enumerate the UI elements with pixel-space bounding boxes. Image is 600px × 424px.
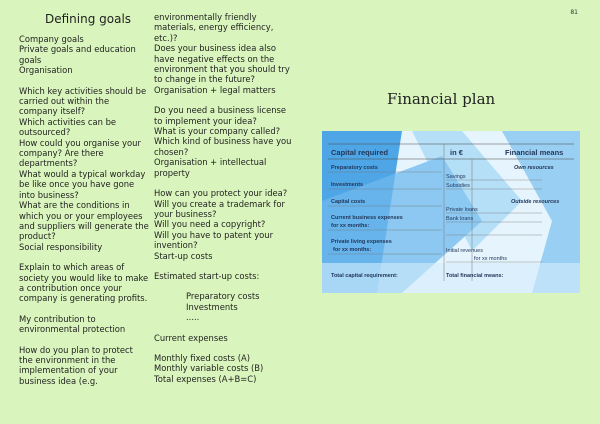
row-preparatory-costs: Preparatory costs [331,165,378,171]
row-initial-revenues: Initial revenues [446,248,483,254]
row-capital-costs: Capital costs [331,199,366,205]
row-current-business-expenses: Current business expenses [331,215,403,221]
paragraph: Estimated start-up costs: [154,270,260,281]
paragraph: How can you protect your idea? Will you create a trademark for your business? Will you need a copyright? Will you have to patent your invention? Start-up costs [154,188,288,261]
section-heading: Defining goals [45,12,132,26]
page-title: Financial plan [387,90,496,108]
left-column [19,12,149,386]
page-number: 81 [570,9,578,16]
row-private-loans: Private loans [446,207,478,213]
paragraph: Do you need a business license to implement your idea? What is your company called? Which kind of business have you chosen? Organisation + intellectual property [154,105,292,178]
row-total-capital-requirement: Total capital requirement: [331,273,398,279]
header-currency: in € [450,148,463,157]
paragraph: environmentally friendly materials, energy efficiency, etc.)? Does your business idea also have negative effects on the environment that you should try to change in the future? Organisation + legal matters [154,12,290,95]
paragraph: My contribution to environmental protection [19,313,126,335]
row-bank-loans: Bank loans [446,216,474,222]
label-own-resources: Own resources [514,165,554,171]
paragraph: Monthly fixed costs (A) Monthly variable costs (B) Total expenses (A+B=C) [154,352,264,384]
paragraph: Company goals Private goals and education goals Organisation [19,34,136,76]
start-up-cost-list: Preparatory costs Investments ..... [186,291,260,323]
middle-column [154,12,296,384]
row-total-financial-means: Total financial means: [446,273,504,279]
row-subsidies: Subsidies [446,183,470,189]
paragraph: Which key activities should be carried out within the company itself? Which activities can be outsourced? How could you organise your company? Are there departments? What would a typical workday be like once you have gone into business? What are the conditions in which you or your employees and suppliers will generate the product? Social responsibility [19,85,149,252]
header-capital-required: Capital required [331,148,389,157]
row-for-xx-months-2: for xx months: [333,247,372,253]
row-private-living-expenses: Private living expenses [331,239,392,245]
row-investments: Investments [331,182,364,188]
financial-plan-table-graphic [322,131,580,293]
row-savings: Savings [446,174,466,180]
paragraph: Current expenses [154,332,228,343]
paragraph: How do you plan to protect the environment in the implementation of your business idea (e.g. [19,344,133,386]
row-for-xx-months-3: for xx months [474,256,508,262]
paragraph: Explain to which areas of society you would like to make a contribution once your company is generating profits. [19,262,149,304]
row-for-xx-months-1: for xx months: [331,223,370,229]
header-financial-means: Financial means [505,148,564,157]
label-outside-resources: Outside resources [511,199,560,205]
